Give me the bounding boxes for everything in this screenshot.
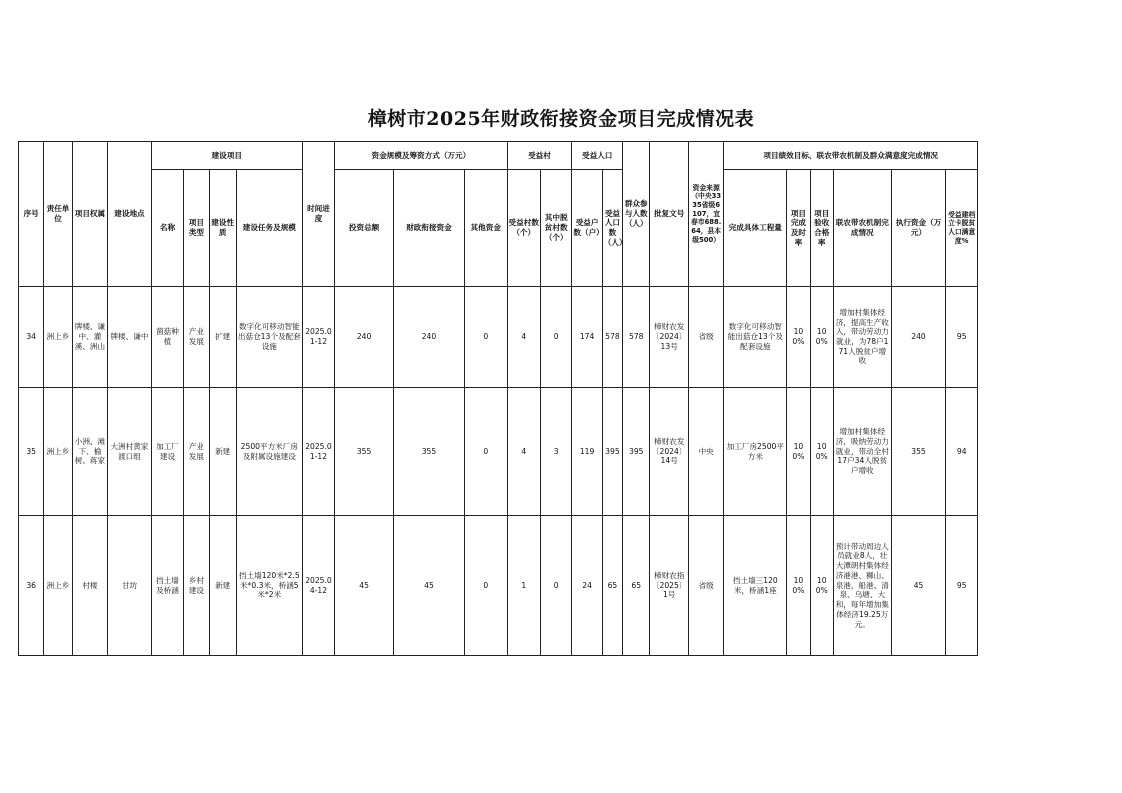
cell-on-time-rate: 100% (787, 287, 810, 388)
cell-ownership: 牌楼、谦中、灌溪、洲山 (72, 287, 107, 388)
cell-name: 加工厂建设 (151, 388, 183, 516)
cell-approval-doc: 樟财农发〔2024〕13号 (650, 287, 689, 388)
cell-acceptance-rate: 100% (810, 287, 833, 388)
cell-participants: 395 (623, 388, 650, 516)
cell-unit: 洲上乡 (44, 516, 72, 656)
header-build-nature: 建设性质 (209, 170, 236, 287)
cell-total-invest: 45 (335, 516, 394, 656)
header-benefit-pop-group: 受益人口 (572, 142, 623, 170)
cell-fiscal-fund: 45 (394, 516, 465, 656)
cell-approval-doc: 樟财农指〔2025〕1号 (650, 516, 689, 656)
page-title: 樟树市2025年财政衔接资金项目完成情况表 (367, 108, 755, 130)
header-acceptance-rate: 项目验收合格率 (810, 170, 833, 287)
cell-task-scale: 挡土墙120米*2.5米*0.3米，桥涵5米*2米 (236, 516, 302, 656)
header-time-progress: 时间进度 (302, 142, 334, 287)
cell-completed-work: 挡土墙三120米，桥涵1座 (724, 516, 787, 656)
header-fund-source: 资金来源（中央3335省级6107，宜春市688.64，县本级500） (688, 142, 723, 287)
cell-seq: 35 (19, 388, 44, 516)
cell-poor-villages: 0 (540, 287, 571, 388)
cell-poor-villages: 0 (540, 516, 571, 656)
cell-satisfaction: 95 (946, 516, 978, 656)
cell-benefit-villages: 4 (507, 388, 540, 516)
cell-benefit-villages: 1 (507, 516, 540, 656)
cell-project-type: 乡村建设 (184, 516, 209, 656)
header-poor-villages: 其中脱贫村数（个） (540, 170, 571, 287)
cell-on-time-rate: 100% (787, 516, 810, 656)
cell-ownership: 小洲、滩下、榆树、蒋家 (72, 388, 107, 516)
header-seq: 序号 (19, 142, 44, 287)
header-approval-doc: 批复文号 (650, 142, 689, 287)
cell-seq: 36 (19, 516, 44, 656)
cell-time-progress: 2025.04-12 (302, 516, 334, 656)
header-fiscal-fund: 财政衔接资金 (394, 170, 465, 287)
cell-benefit-households: 119 (572, 388, 602, 516)
cell-total-invest: 240 (335, 287, 394, 388)
cell-task-scale: 2500平方米厂房及附属设施建设 (236, 388, 302, 516)
cell-name: 菌菇种植 (151, 287, 183, 388)
cell-unit: 洲上乡 (44, 287, 72, 388)
cell-acceptance-rate: 100% (810, 388, 833, 516)
cell-fund-source: 省级 (688, 516, 723, 656)
cell-fund-source: 中央 (688, 388, 723, 516)
header-satisfaction: 受益建档立卡脱贫人口满意度% (946, 170, 978, 287)
cell-fiscal-fund: 240 (394, 287, 465, 388)
cell-total-invest: 355 (335, 388, 394, 516)
header-funding-group: 资金规模及筹资方式（万元） (335, 142, 507, 170)
cell-benefit-people: 395 (602, 388, 622, 516)
cell-location: 牌楼、谦中 (108, 287, 152, 388)
cell-poor-villages: 3 (540, 388, 571, 516)
header-linkage: 联农带农机制完成情况 (833, 170, 891, 287)
header-total-invest: 投资总额 (335, 170, 394, 287)
cell-completed-work: 加工厂房2500平方米 (724, 388, 787, 516)
cell-satisfaction: 95 (946, 287, 978, 388)
cell-other-fund: 0 (464, 516, 507, 656)
cell-other-fund: 0 (464, 388, 507, 516)
header-benefit-village-group: 受益村 (507, 142, 572, 170)
header-construction-project: 建设项目 (151, 142, 302, 170)
cell-build-nature: 新建 (209, 516, 236, 656)
cell-linkage: 增加村集体经济，提高生产收入，带动劳动力就业，为78户171人脱贫户增收 (833, 287, 891, 388)
cell-linkage: 增加村集体经济，吸纳劳动力就业，带动全村17户34人脱贫户增收 (833, 388, 891, 516)
header-completed-work: 完成具体工程量 (724, 170, 787, 287)
cell-build-nature: 扩建 (209, 287, 236, 388)
header-row-2 (19, 170, 978, 287)
header-performance-group: 项目绩效目标、联农带农机制及群众满意度完成情况 (724, 142, 978, 170)
table-row (19, 287, 978, 388)
cell-satisfaction: 94 (946, 388, 978, 516)
header-on-time-rate: 项目完成及时率 (787, 170, 810, 287)
header-benefit-people: 受益人口数（人） (602, 170, 622, 287)
header-benefit-villages: 受益村数（个） (507, 170, 540, 287)
cell-executed-funds: 355 (891, 388, 946, 516)
cell-completed-work: 数字化可移动智能出菇仓13个及配套设施 (724, 287, 787, 388)
cell-acceptance-rate: 100% (810, 516, 833, 656)
cell-fiscal-fund: 355 (394, 388, 465, 516)
cell-build-nature: 新建 (209, 388, 236, 516)
header-row-1 (19, 142, 978, 170)
header-participants: 群众参与人数（人） (623, 142, 650, 287)
header-benefit-households: 受益户数（户） (572, 170, 602, 287)
cell-executed-funds: 240 (891, 287, 946, 388)
cell-location: 甘坊 (108, 516, 152, 656)
table-row (19, 516, 978, 656)
cell-benefit-people: 65 (602, 516, 622, 656)
cell-other-fund: 0 (464, 287, 507, 388)
cell-time-progress: 2025.01-12 (302, 388, 334, 516)
project-table (18, 141, 978, 656)
cell-location: 大洲村黄家渡口组 (108, 388, 152, 516)
cell-unit: 洲上乡 (44, 388, 72, 516)
cell-executed-funds: 45 (891, 516, 946, 656)
cell-name: 挡土墙及桥涵 (151, 516, 183, 656)
header-name: 名称 (151, 170, 183, 287)
cell-approval-doc: 樟财农发〔2024〕14号 (650, 388, 689, 516)
cell-ownership: 村楼 (72, 516, 107, 656)
header-location: 建设地点 (108, 142, 152, 287)
cell-benefit-households: 174 (572, 287, 602, 388)
cell-project-type: 产业发展 (184, 388, 209, 516)
header-executed-funds: 执行资金（万元） (891, 170, 946, 287)
header-unit: 责任单位 (44, 142, 72, 287)
cell-participants: 578 (623, 287, 650, 388)
cell-benefit-households: 24 (572, 516, 602, 656)
cell-project-type: 产业发展 (184, 287, 209, 388)
table-row (19, 388, 978, 516)
cell-seq: 34 (19, 287, 44, 388)
header-ownership: 项目权属 (72, 142, 107, 287)
header-other-fund: 其他资金 (464, 170, 507, 287)
cell-benefit-people: 578 (602, 287, 622, 388)
header-project-type: 项目类型 (184, 170, 209, 287)
cell-task-scale: 数字化可移动智能出菇仓13个及配套设施 (236, 287, 302, 388)
cell-benefit-villages: 4 (507, 287, 540, 388)
cell-fund-source: 省级 (688, 287, 723, 388)
cell-linkage: 预计带动周边人员就业8人，壮大潭朗村集体经济港港、狮山、泉港、船港、清泉、乌塘、大和，每年增加集体经济19.25万元。 (833, 516, 891, 656)
cell-participants: 65 (623, 516, 650, 656)
header-task-scale: 建设任务及规模 (236, 170, 302, 287)
cell-on-time-rate: 100% (787, 388, 810, 516)
cell-time-progress: 2025.01-12 (302, 287, 334, 388)
